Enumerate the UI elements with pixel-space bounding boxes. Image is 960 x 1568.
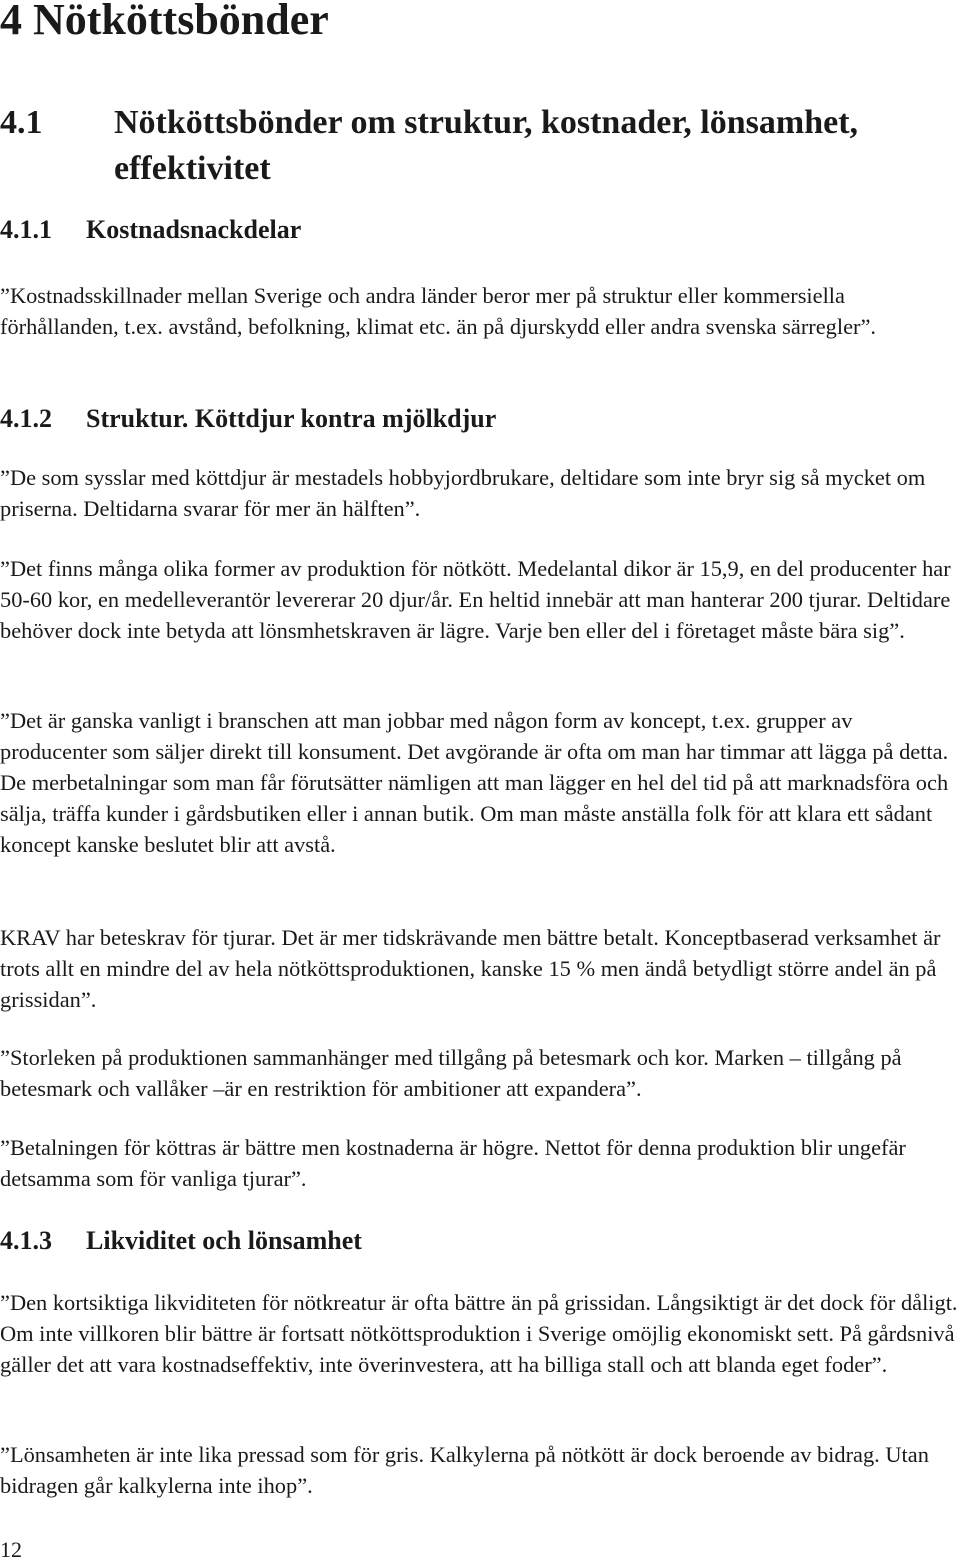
subsection-heading-cost (0, 213, 301, 247)
subsection-number: 4.1.2 (0, 404, 52, 433)
section-title: Nötköttsbönder om struktur, kostnader, lönsamhet, effektivitet (114, 104, 859, 187)
subsection-title: Struktur. Köttdjur kontra mjölkdjur (86, 404, 497, 433)
subsection-number: 4.1.3 (0, 1226, 52, 1255)
subsection-title: Kostnadsnackdelar (86, 215, 302, 244)
section-number: 4.1 (0, 104, 43, 141)
subsection-heading-structure (0, 402, 496, 436)
paragraph: ”Den kortsiktiga likviditeten för nötkreatur är ofta bättre än på grissidan. Långsiktigt är det dock för dåligt. Om inte villkoren blir bättre är fortsatt nötköttsproduktion i Sverige omöjlig ekonomiskt sett. På gårdsnivå gäller det att vara kostnadseffektiv, inte överinvestera, att ha billiga stall och att blanda eget foder”. (0, 1290, 958, 1377)
subsection-title: Likviditet och lönsamhet (86, 1226, 362, 1255)
paragraph: ”Betalningen för köttras är bättre men kostnaderna är högre. Nettot för denna produktion blir ungefär detsamma som för vanliga tjurar”. (0, 1135, 906, 1191)
paragraph: ”Lönsamheten är inte lika pressad som för gris. Kalkylerna på nötkött är dock beroende av bidrag. Utan bidragen går kalkylerna inte ihop”. (0, 1442, 929, 1498)
chapter-heading: 4 Nötköttsbönder (0, 0, 329, 44)
paragraph: ”De som sysslar med köttdjur är mestadels hobbyjordbrukare, deltidare som inte bryr sig så mycket om priserna. Deltidarna svarar för mer än hälften”. (0, 465, 926, 521)
paragraph: ”Storleken på produktionen sammanhänger med tillgång på betesmark och kor. Marken – tillgång på betesmark och vallåker –är en restriktion för ambitioner att expandera”. (0, 1045, 902, 1101)
paragraph: KRAV har beteskrav för tjurar. Det är mer tidskrävande men bättre betalt. Konceptbaserad verksamhet är trots allt en mindre del av hela nötköttsproduktionen, kanske 15 % men ändå betydligt större andel än på grissidan”. (0, 925, 941, 1012)
paragraph: ”Det är ganska vanligt i branschen att man jobbar med någon form av koncept, t.ex. grupper av producenter som säljer direkt till konsument. Det avgörande är ofta om man har timmar att lägga på detta. De merbetalningar som man får förutsätter nämligen att man lägger en hel del tid på att marknadsföra och sälja, träffa kunder i gårdsbutiken eller i annan butik. Om man måste anställa folk för att klara ett sådant koncept kanske beslutet blir att avstå. (0, 708, 949, 857)
page-number: 12 (0, 1537, 22, 1562)
paragraph: ”Det finns många olika former av produktion för nötkött. Medelantal dikor är 15,9, en del producenter har 50-60 kor, en medelleverantör levererar 20 djur/år. En heltid innebär att man hanterar 200 tjurar. Deltidare behöver dock inte betyda att lönsmhetskraven är lägre. Varje ben eller del i företaget måste bära sig”. (0, 556, 951, 643)
subsection-heading-liquidity (0, 1224, 362, 1258)
subsection-number: 4.1.1 (0, 215, 52, 244)
paragraph: ”Kostnadsskillnader mellan Sverige och andra länder beror mer på struktur eller kommersiella förhållanden, t.ex. avstånd, befolkning, klimat etc. än på djurskydd eller andra svenska särregler”. (0, 283, 877, 339)
